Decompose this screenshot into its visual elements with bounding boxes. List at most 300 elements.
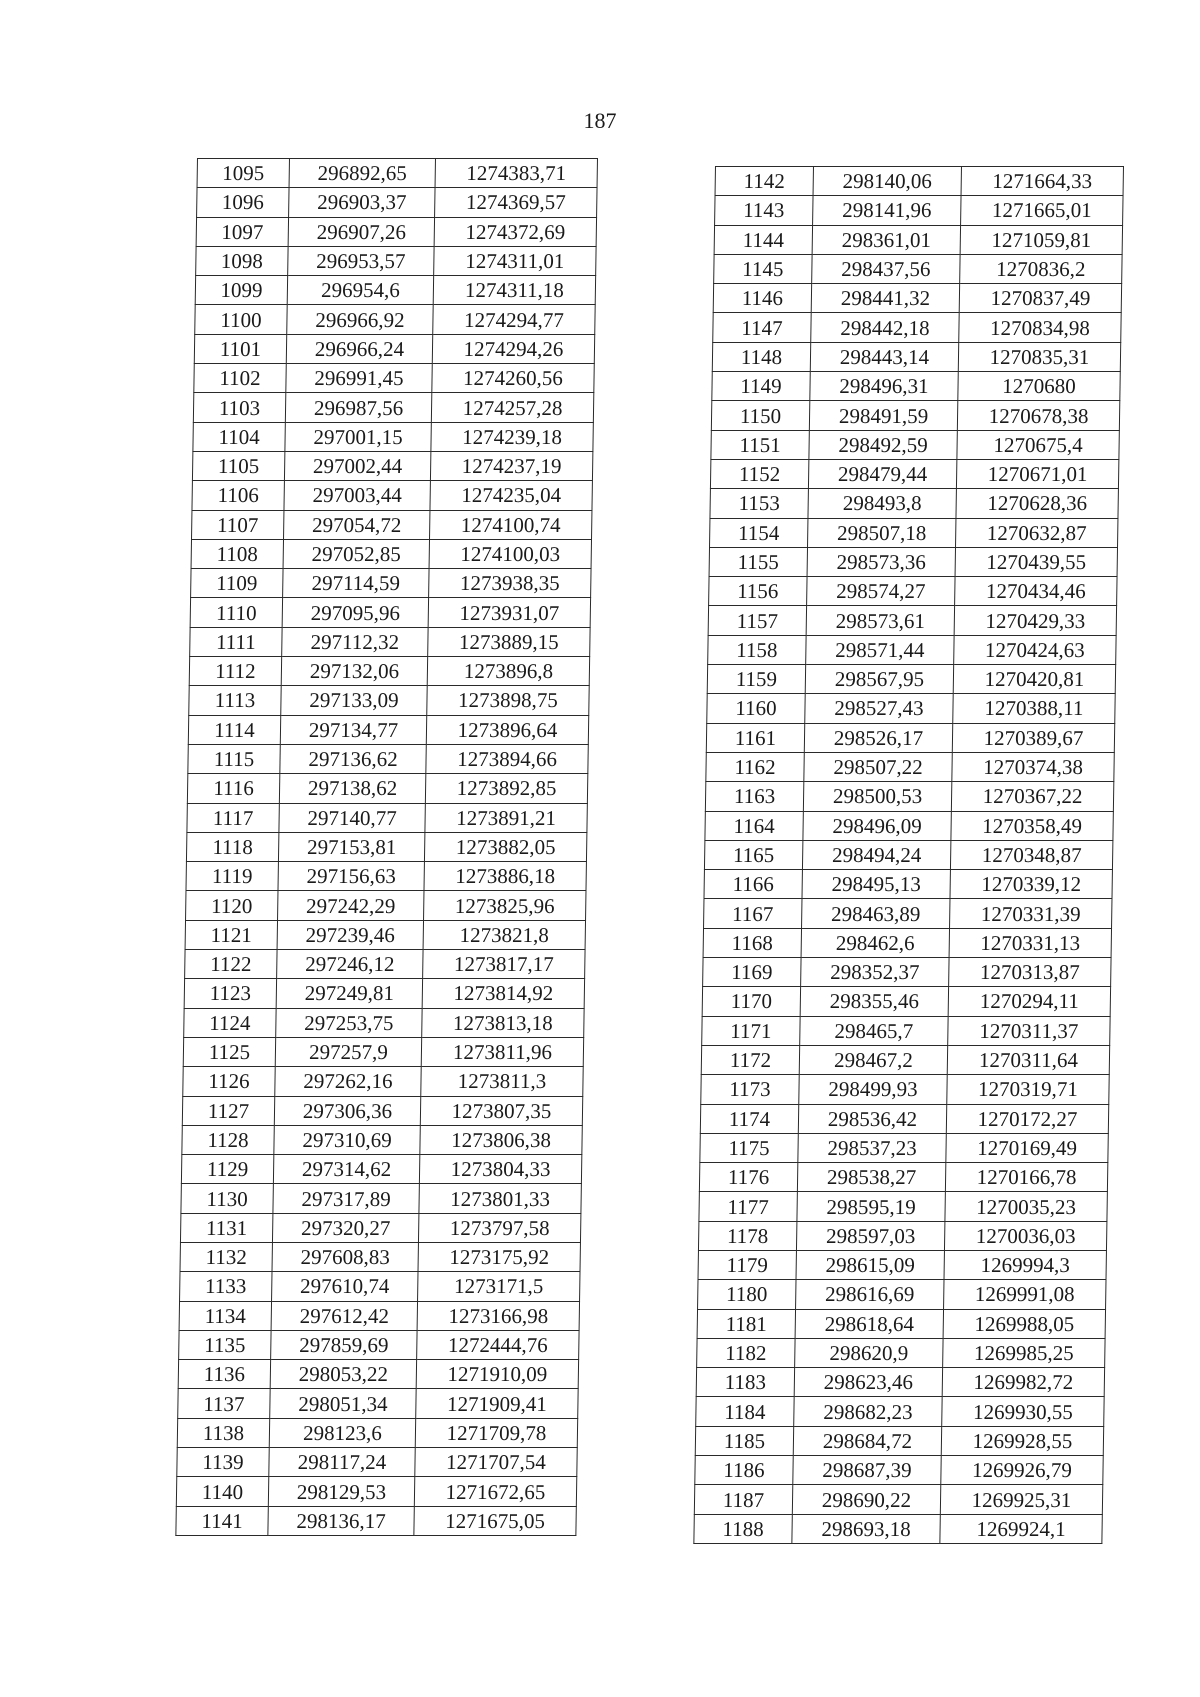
- point-number-cell: 1108: [191, 539, 283, 568]
- point-number-cell: 1097: [196, 217, 288, 246]
- x-coordinate-cell: 297003,44: [284, 481, 430, 510]
- x-coordinate-cell: 298129,53: [268, 1477, 414, 1506]
- point-number-cell: 1115: [188, 744, 280, 773]
- point-number-cell: 1107: [192, 510, 284, 539]
- table-row: [715, 196, 1123, 225]
- y-coordinate-cell: 1273814,92: [422, 979, 584, 1008]
- table-row: [176, 1477, 576, 1506]
- x-coordinate-cell: 298140,06: [813, 167, 961, 196]
- y-coordinate-cell: 1273801,33: [419, 1184, 581, 1213]
- table-row: [712, 372, 1120, 401]
- y-coordinate-cell: 1270172,27: [946, 1104, 1108, 1133]
- x-coordinate-cell: 298597,03: [796, 1221, 944, 1250]
- point-number-cell: 1144: [714, 225, 812, 254]
- point-number-cell: 1119: [186, 862, 278, 891]
- point-number-cell: 1155: [709, 547, 807, 576]
- point-number-cell: 1185: [695, 1426, 793, 1455]
- table-row: [699, 1192, 1107, 1221]
- x-coordinate-cell: 297132,06: [281, 657, 427, 686]
- table-row: [698, 1221, 1106, 1250]
- table-row: [707, 665, 1115, 694]
- x-coordinate-cell: 298499,93: [799, 1075, 947, 1104]
- table-row: [704, 840, 1112, 869]
- table-row: [177, 1448, 577, 1477]
- point-number-cell: 1121: [185, 920, 277, 949]
- y-coordinate-cell: 1271910,09: [416, 1360, 578, 1389]
- point-number-cell: 1177: [699, 1192, 797, 1221]
- table-row: [188, 744, 588, 773]
- x-coordinate-cell: 298537,23: [798, 1133, 946, 1162]
- coordinates-table-left: [175, 158, 598, 1536]
- point-number-cell: 1116: [187, 774, 279, 803]
- table-row: [709, 577, 1117, 606]
- y-coordinate-cell: 1270331,13: [949, 928, 1111, 957]
- x-coordinate-cell: 297136,62: [280, 744, 426, 773]
- x-coordinate-cell: 298567,95: [805, 665, 953, 694]
- x-coordinate-cell: 298496,31: [810, 372, 958, 401]
- y-coordinate-cell: 1274369,57: [435, 188, 597, 217]
- y-coordinate-cell: 1269926,79: [941, 1456, 1103, 1485]
- y-coordinate-cell: 1273894,66: [426, 744, 588, 773]
- y-coordinate-cell: 1270348,87: [950, 840, 1112, 869]
- point-number-cell: 1123: [184, 979, 276, 1008]
- y-coordinate-cell: 1270036,03: [944, 1221, 1106, 1250]
- point-number-cell: 1141: [176, 1506, 268, 1535]
- table-row: [714, 225, 1122, 254]
- point-number-cell: 1180: [698, 1280, 796, 1309]
- y-coordinate-cell: 1270319,71: [947, 1075, 1109, 1104]
- point-number-cell: 1179: [698, 1250, 796, 1279]
- x-coordinate-cell: 298684,72: [793, 1426, 941, 1455]
- table-row: [701, 1075, 1109, 1104]
- x-coordinate-cell: 298465,7: [800, 1016, 948, 1045]
- x-coordinate-cell: 297140,77: [279, 803, 425, 832]
- x-coordinate-cell: 298479,44: [808, 459, 956, 488]
- point-number-cell: 1168: [703, 928, 801, 957]
- y-coordinate-cell: 1274100,74: [430, 510, 592, 539]
- table-row: [187, 774, 587, 803]
- x-coordinate-cell: 298573,61: [806, 606, 954, 635]
- y-coordinate-cell: 1274372,69: [434, 217, 596, 246]
- table-row: [710, 489, 1118, 518]
- y-coordinate-cell: 1271672,65: [414, 1477, 576, 1506]
- point-number-cell: 1130: [181, 1184, 273, 1213]
- point-number-cell: 1131: [180, 1213, 272, 1242]
- table-row: [182, 1096, 582, 1125]
- x-coordinate-cell: 298507,22: [804, 752, 952, 781]
- table-row: [695, 1456, 1103, 1485]
- point-number-cell: 1105: [192, 451, 284, 480]
- x-coordinate-cell: 297320,27: [272, 1213, 418, 1242]
- y-coordinate-cell: 1273806,38: [420, 1125, 582, 1154]
- point-number-cell: 1106: [192, 481, 284, 510]
- point-number-cell: 1102: [194, 364, 286, 393]
- x-coordinate-cell: 297001,15: [285, 422, 431, 451]
- x-coordinate-cell: 296987,56: [285, 393, 431, 422]
- y-coordinate-cell: 1273931,07: [428, 598, 590, 627]
- x-coordinate-cell: 297112,32: [282, 627, 428, 656]
- y-coordinate-cell: 1269994,3: [944, 1250, 1106, 1279]
- y-coordinate-cell: 1270313,87: [949, 958, 1111, 987]
- x-coordinate-cell: 298442,18: [811, 313, 959, 342]
- y-coordinate-cell: 1273896,64: [426, 715, 588, 744]
- y-coordinate-cell: 1269991,08: [944, 1280, 1106, 1309]
- table-row: [703, 928, 1111, 957]
- y-coordinate-cell: 1274239,18: [431, 422, 593, 451]
- point-number-cell: 1135: [179, 1330, 271, 1359]
- x-coordinate-cell: 298536,42: [798, 1104, 946, 1133]
- table-row: [698, 1250, 1106, 1279]
- table-row: [195, 276, 595, 305]
- y-coordinate-cell: 1273891,21: [425, 803, 587, 832]
- table-row: [178, 1389, 578, 1418]
- x-coordinate-cell: 298507,18: [808, 518, 956, 547]
- table-row: [696, 1397, 1104, 1426]
- y-coordinate-cell: 1270331,39: [950, 899, 1112, 928]
- table-row: [713, 284, 1121, 313]
- point-number-cell: 1170: [702, 987, 800, 1016]
- point-number-cell: 1137: [178, 1389, 270, 1418]
- y-coordinate-cell: 1270166,78: [945, 1163, 1107, 1192]
- point-number-cell: 1167: [704, 899, 802, 928]
- x-coordinate-cell: 297612,42: [271, 1301, 417, 1330]
- table-row: [185, 950, 585, 979]
- y-coordinate-cell: 1270628,36: [956, 489, 1118, 518]
- table-row: [196, 246, 596, 275]
- table-row: [698, 1280, 1106, 1309]
- point-number-cell: 1103: [193, 393, 285, 422]
- x-coordinate-cell: 296966,92: [287, 305, 433, 334]
- point-number-cell: 1113: [189, 686, 281, 715]
- y-coordinate-cell: 1270680: [958, 372, 1120, 401]
- point-number-cell: 1152: [710, 459, 808, 488]
- point-number-cell: 1171: [702, 1016, 800, 1045]
- table-row: [180, 1272, 580, 1301]
- table-row: [180, 1213, 580, 1242]
- table-row: [699, 1163, 1107, 1192]
- table-row: [183, 1067, 583, 1096]
- table-row: [187, 803, 587, 832]
- y-coordinate-cell: 1274311,18: [433, 276, 595, 305]
- table-row: [697, 1338, 1105, 1367]
- table-row: [196, 217, 596, 246]
- table-row: [183, 1037, 583, 1066]
- point-number-cell: 1184: [696, 1397, 794, 1426]
- table-row: [190, 627, 590, 656]
- y-coordinate-cell: 1273807,35: [420, 1096, 582, 1125]
- point-number-cell: 1164: [705, 811, 803, 840]
- point-number-cell: 1120: [186, 891, 278, 920]
- y-coordinate-cell: 1271675,05: [414, 1506, 576, 1535]
- x-coordinate-cell: 297859,69: [271, 1330, 417, 1359]
- table-row: [714, 254, 1122, 283]
- x-coordinate-cell: 298538,27: [797, 1163, 945, 1192]
- y-coordinate-cell: 1270632,87: [956, 518, 1118, 547]
- point-number-cell: 1169: [703, 958, 801, 987]
- table-row: [707, 694, 1115, 723]
- y-coordinate-cell: 1273825,96: [424, 891, 586, 920]
- point-number-cell: 1173: [701, 1075, 799, 1104]
- y-coordinate-cell: 1270311,64: [947, 1045, 1109, 1074]
- y-coordinate-cell: 1274294,77: [433, 305, 595, 334]
- table-row: [189, 657, 589, 686]
- table-row: [189, 686, 589, 715]
- y-coordinate-cell: 1269982,72: [942, 1368, 1104, 1397]
- x-coordinate-cell: 297262,16: [275, 1067, 421, 1096]
- y-coordinate-cell: 1274383,71: [435, 159, 597, 188]
- point-number-cell: 1148: [712, 342, 810, 371]
- y-coordinate-cell: 1273175,92: [418, 1242, 580, 1271]
- x-coordinate-cell: 298493,8: [808, 489, 956, 518]
- x-coordinate-cell: 296903,37: [289, 188, 435, 217]
- x-coordinate-cell: 298615,09: [796, 1250, 944, 1279]
- x-coordinate-cell: 298141,96: [813, 196, 961, 225]
- point-number-cell: 1142: [715, 167, 813, 196]
- point-number-cell: 1146: [713, 284, 811, 313]
- x-coordinate-cell: 297095,96: [282, 598, 428, 627]
- table-row: [702, 987, 1110, 1016]
- table-row: [695, 1426, 1103, 1455]
- x-coordinate-cell: 298573,36: [807, 547, 955, 576]
- y-coordinate-cell: 1273817,17: [423, 950, 585, 979]
- point-number-cell: 1174: [700, 1104, 798, 1133]
- point-number-cell: 1134: [179, 1301, 271, 1330]
- y-coordinate-cell: 1269930,55: [942, 1397, 1104, 1426]
- table-row: [186, 832, 586, 861]
- y-coordinate-cell: 1270374,38: [952, 752, 1114, 781]
- x-coordinate-cell: 298571,44: [806, 635, 954, 664]
- y-coordinate-cell: 1274237,19: [430, 451, 592, 480]
- x-coordinate-cell: 298053,22: [270, 1360, 416, 1389]
- table-row: [710, 518, 1118, 547]
- point-number-cell: 1157: [708, 606, 806, 635]
- y-coordinate-cell: 1270035,23: [945, 1192, 1107, 1221]
- x-coordinate-cell: 296954,6: [287, 276, 433, 305]
- table-row: [181, 1184, 581, 1213]
- x-coordinate-cell: 298492,59: [809, 430, 957, 459]
- x-coordinate-cell: 298618,64: [795, 1309, 943, 1338]
- y-coordinate-cell: 1273898,75: [427, 686, 589, 715]
- y-coordinate-cell: 1270294,11: [948, 987, 1110, 1016]
- table-row: [192, 510, 592, 539]
- point-number-cell: 1182: [697, 1338, 795, 1367]
- y-coordinate-cell: 1270429,33: [954, 606, 1116, 635]
- y-coordinate-cell: 1273804,33: [419, 1155, 581, 1184]
- point-number-cell: 1188: [694, 1514, 792, 1543]
- table-row: [186, 862, 586, 891]
- point-number-cell: 1112: [189, 657, 281, 686]
- x-coordinate-cell: 296966,24: [286, 334, 432, 363]
- table-row: [710, 459, 1118, 488]
- x-coordinate-cell: 297306,36: [274, 1096, 420, 1125]
- x-coordinate-cell: 297242,29: [278, 891, 424, 920]
- table-row: [179, 1330, 579, 1359]
- table-row: [191, 539, 591, 568]
- y-coordinate-cell: 1271709,78: [415, 1418, 577, 1447]
- point-number-cell: 1150: [711, 401, 809, 430]
- table-row: [705, 782, 1113, 811]
- x-coordinate-cell: 296991,45: [286, 364, 432, 393]
- table-row: [180, 1242, 580, 1271]
- y-coordinate-cell: 1273821,8: [423, 920, 585, 949]
- point-number-cell: 1126: [183, 1067, 275, 1096]
- point-number-cell: 1163: [705, 782, 803, 811]
- y-coordinate-cell: 1271909,41: [416, 1389, 578, 1418]
- y-coordinate-cell: 1269985,25: [943, 1338, 1105, 1367]
- table-row: [711, 430, 1119, 459]
- x-coordinate-cell: 298693,18: [792, 1514, 940, 1543]
- x-coordinate-cell: 298682,23: [794, 1397, 942, 1426]
- y-coordinate-cell: 1270678,38: [957, 401, 1119, 430]
- y-coordinate-cell: 1270834,98: [959, 313, 1121, 342]
- y-coordinate-cell: 1270311,37: [948, 1016, 1110, 1045]
- y-coordinate-cell: 1270424,63: [954, 635, 1116, 664]
- x-coordinate-cell: 298117,24: [269, 1448, 415, 1477]
- point-number-cell: 1109: [191, 569, 283, 598]
- point-number-cell: 1111: [190, 627, 282, 656]
- x-coordinate-cell: 298361,01: [812, 225, 960, 254]
- y-coordinate-cell: 1270434,46: [955, 577, 1117, 606]
- y-coordinate-cell: 1271664,33: [961, 167, 1123, 196]
- y-coordinate-cell: 1273797,58: [418, 1213, 580, 1242]
- point-number-cell: 1166: [704, 870, 802, 899]
- point-number-cell: 1181: [697, 1309, 795, 1338]
- coordinates-table-right: [693, 166, 1124, 1544]
- table-row: [177, 1418, 577, 1447]
- x-coordinate-cell: 298595,19: [797, 1192, 945, 1221]
- table-row: [197, 188, 597, 217]
- y-coordinate-cell: 1270388,11: [953, 694, 1115, 723]
- x-coordinate-cell: 296907,26: [288, 217, 434, 246]
- x-coordinate-cell: 297133,09: [281, 686, 427, 715]
- point-number-cell: 1149: [712, 372, 810, 401]
- point-number-cell: 1118: [186, 832, 278, 861]
- point-number-cell: 1172: [701, 1045, 799, 1074]
- table-row: [696, 1368, 1104, 1397]
- table-row: [701, 1045, 1109, 1074]
- x-coordinate-cell: 298574,27: [807, 577, 955, 606]
- y-coordinate-cell: 1273938,35: [429, 569, 591, 598]
- y-coordinate-cell: 1272444,76: [417, 1330, 579, 1359]
- point-number-cell: 1129: [181, 1155, 273, 1184]
- y-coordinate-cell: 1270420,81: [953, 665, 1115, 694]
- y-coordinate-cell: 1270671,01: [956, 459, 1118, 488]
- x-coordinate-cell: 297253,75: [276, 1008, 422, 1037]
- point-number-cell: 1156: [709, 577, 807, 606]
- point-number-cell: 1133: [180, 1272, 272, 1301]
- y-coordinate-cell: 1270367,22: [951, 782, 1113, 811]
- point-number-cell: 1145: [714, 254, 812, 283]
- table-row: [708, 606, 1116, 635]
- y-coordinate-cell: 1273813,18: [422, 1008, 584, 1037]
- x-coordinate-cell: 298526,17: [804, 723, 952, 752]
- x-coordinate-cell: 297002,44: [284, 451, 430, 480]
- table-row: [194, 364, 594, 393]
- x-coordinate-cell: 296892,65: [289, 159, 435, 188]
- table-row: [193, 422, 593, 451]
- y-coordinate-cell: 1274100,03: [429, 539, 591, 568]
- table-row: [706, 723, 1114, 752]
- x-coordinate-cell: 297134,77: [280, 715, 426, 744]
- x-coordinate-cell: 297153,81: [278, 832, 424, 861]
- y-coordinate-cell: 1274260,56: [432, 364, 594, 393]
- point-number-cell: 1096: [197, 188, 289, 217]
- y-coordinate-cell: 1270358,49: [951, 811, 1113, 840]
- y-coordinate-cell: 1269924,1: [940, 1514, 1102, 1543]
- y-coordinate-cell: 1270837,49: [959, 284, 1121, 313]
- x-coordinate-cell: 298352,37: [801, 958, 949, 987]
- point-number-cell: 1117: [187, 803, 279, 832]
- table-row: [711, 401, 1119, 430]
- point-number-cell: 1143: [715, 196, 813, 225]
- table-row: [694, 1514, 1102, 1543]
- point-number-cell: 1101: [194, 334, 286, 363]
- y-coordinate-cell: 1270675,4: [957, 430, 1119, 459]
- point-number-cell: 1161: [706, 723, 804, 752]
- point-number-cell: 1162: [706, 752, 804, 781]
- x-coordinate-cell: 297310,69: [274, 1125, 420, 1154]
- table-row: [700, 1133, 1108, 1162]
- y-coordinate-cell: 1270339,12: [950, 870, 1112, 899]
- point-number-cell: 1147: [713, 313, 811, 342]
- x-coordinate-cell: 298441,32: [811, 284, 959, 313]
- point-number-cell: 1140: [176, 1477, 268, 1506]
- table-row: [192, 481, 592, 510]
- point-number-cell: 1154: [710, 518, 808, 547]
- point-number-cell: 1160: [707, 694, 805, 723]
- x-coordinate-cell: 298051,34: [270, 1389, 416, 1418]
- x-coordinate-cell: 298500,53: [803, 782, 951, 811]
- x-coordinate-cell: 298136,17: [268, 1506, 414, 1535]
- point-number-cell: 1151: [711, 430, 809, 459]
- y-coordinate-cell: 1273166,98: [417, 1301, 579, 1330]
- table-row: [694, 1485, 1102, 1514]
- y-coordinate-cell: 1269925,31: [940, 1485, 1102, 1514]
- table-row: [195, 305, 595, 334]
- y-coordinate-cell: 1271665,01: [961, 196, 1123, 225]
- table-row: [704, 899, 1112, 928]
- x-coordinate-cell: 297052,85: [283, 539, 429, 568]
- table-row: [186, 891, 586, 920]
- table-row: [176, 1506, 576, 1535]
- y-coordinate-cell: 1270836,2: [960, 254, 1122, 283]
- y-coordinate-cell: 1269988,05: [943, 1309, 1105, 1338]
- point-number-cell: 1136: [178, 1360, 270, 1389]
- point-number-cell: 1186: [695, 1456, 793, 1485]
- y-coordinate-cell: 1273811,3: [421, 1067, 583, 1096]
- point-number-cell: 1153: [710, 489, 808, 518]
- y-coordinate-cell: 1273171,5: [418, 1272, 580, 1301]
- table-row: [192, 451, 592, 480]
- x-coordinate-cell: 297314,62: [273, 1155, 419, 1184]
- y-coordinate-cell: 1270389,67: [952, 723, 1114, 752]
- y-coordinate-cell: 1274311,01: [434, 246, 596, 275]
- point-number-cell: 1178: [698, 1221, 796, 1250]
- x-coordinate-cell: 297610,74: [272, 1272, 418, 1301]
- table-row: [706, 752, 1114, 781]
- x-coordinate-cell: 298462,6: [801, 928, 949, 957]
- point-number-cell: 1138: [177, 1418, 269, 1447]
- y-coordinate-cell: 1273896,8: [427, 657, 589, 686]
- x-coordinate-cell: 297257,9: [275, 1037, 421, 1066]
- point-number-cell: 1165: [704, 840, 802, 869]
- table-row: [700, 1104, 1108, 1133]
- table-row: [181, 1155, 581, 1184]
- x-coordinate-cell: 298491,59: [809, 401, 957, 430]
- x-coordinate-cell: 297054,72: [284, 510, 430, 539]
- x-coordinate-cell: 298467,2: [799, 1045, 947, 1074]
- y-coordinate-cell: 1271707,54: [415, 1448, 577, 1477]
